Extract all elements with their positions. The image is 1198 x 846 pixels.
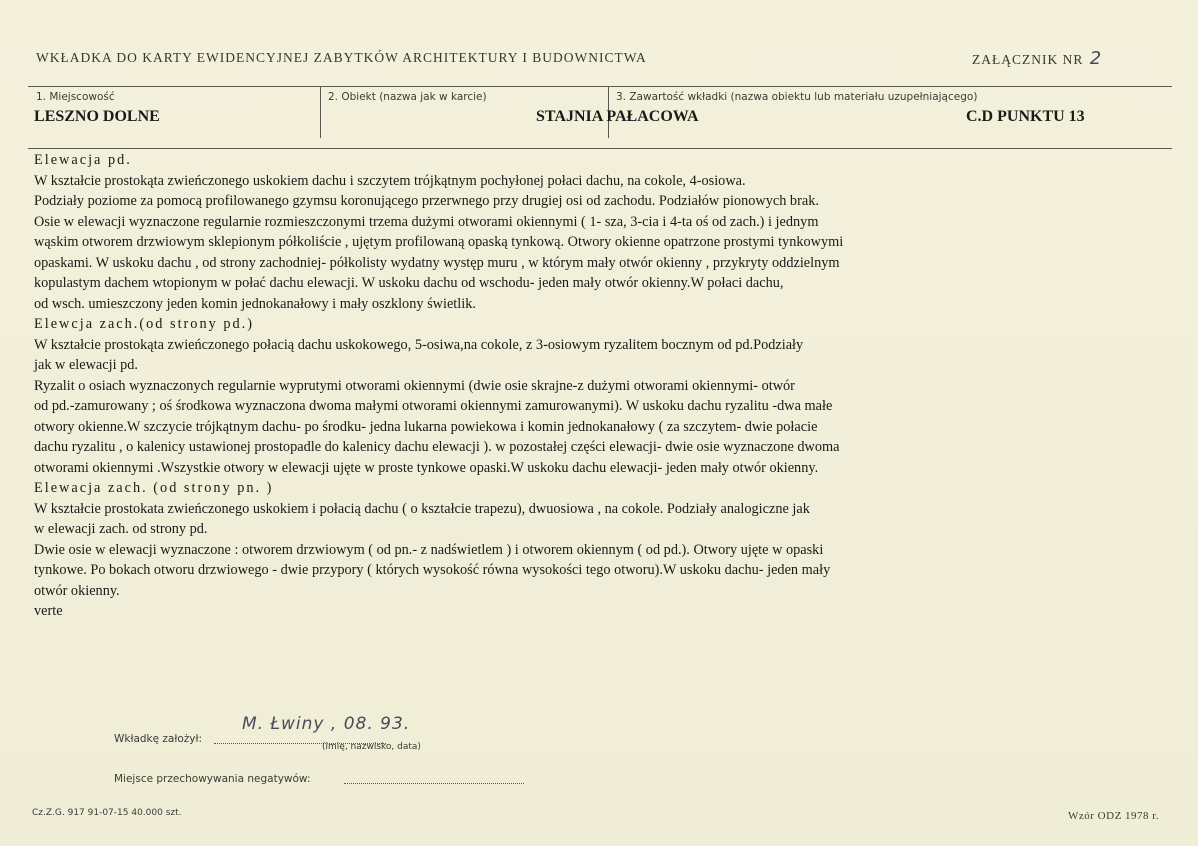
field-value-object: STAJNIA PAŁACOWA: [536, 108, 699, 125]
text-line: od wsch. umieszczony jeden komin jednokanałowy i mały oszklony świetlik.: [34, 295, 476, 312]
name-hint: (imię, nazwisko, data): [322, 742, 421, 752]
text-line: otworami okiennymi .Wszystkie otwory w elewacji ujęte w proste tynkowe opaski.W uskoku dachu elewacji- jeden mały otwór okienny.: [34, 459, 819, 476]
text-line: Elewacja pd.: [34, 152, 132, 168]
text-line: W kształcie prostokata zwieńczonego uskokiem i połacią dachu ( o kształcie trapezu), dwuosiowa , na cokole. Podziały analogiczne jak: [34, 500, 810, 517]
insert-by-label: Wkładkę założył:: [114, 733, 203, 745]
text-line: Elewcja zach.(od strony pd.): [34, 316, 254, 332]
text-line: otwór okienny.: [34, 582, 120, 599]
field-label-object: 2. Obiekt (nazwa jak w karcie): [328, 91, 487, 103]
field-label-contents: 3. Zawartość wkładki (nazwa obiektu lub materiału uzupełniającego): [616, 91, 978, 103]
print-info: Cz.Z.G. 917 91-07-15 40.000 szt.: [32, 808, 182, 818]
text-line: wąskim otworem drzwiowym sklepionym półkoliście , ujętym profilowaną opaską tynkową. Otwory okienne opatrzone prostymi tynkowymi: [34, 234, 844, 250]
text-line: dachu ryzalitu , o kalenicy ustawionej prostopadle do kalenicy dachu elewacji ). w pozostałej części elewacji- dwie osie wyznaczone dwoma: [34, 439, 840, 455]
text-line: kopulastym dachem wtopionym w połać dachu elewacji. W uskoku dachu od wschodu- jeden mały otwór okienny.W połaci dachu,: [34, 275, 784, 291]
text-line: opaskami. W uskoku dachu , od strony zachodniej- półkolisty wydatny występ muru , w którym mały otwór okienny , przykryty oddzielnym: [34, 254, 840, 271]
text-line: tynkowe. Po bokach otworu drzwiowego - dwie przypory ( których wysokość równa wysokości tego otworu).W uskoku dachu- jeden mały: [34, 562, 831, 578]
text-line: verte: [34, 603, 63, 619]
form-model: Wzór ODZ 1978 r.: [1068, 810, 1160, 822]
annex-label-text: ZAŁĄCZNIK NR: [972, 52, 1084, 67]
negatives-label: Miejsce przechowywania negatywów:: [114, 773, 311, 785]
text-line: Ryzalit o osiach wyznaczonych regularnie wyprutymi otworami okiennymi (dwie osie skrajne-z dużymi otworami okiennymi- otwór: [34, 377, 795, 394]
field-separator-1: [320, 86, 321, 138]
annex-number: 2: [1089, 48, 1103, 69]
text-line: Podziały poziome za pomocą profilowanego gzymsu koronującego przerwnego przy drugiej osi od zachodu. Podziałów pionowych brak.: [34, 193, 819, 209]
field-value-locality: LESZNO DOLNE: [34, 108, 160, 125]
top-rule: [28, 86, 1172, 87]
text-line: od pd.-zamurowany ; oś środkowa wyznaczona dwoma małymi otworami okiennymi zamurowanymi). W uskoku dachu ryzalitu -dwa małe: [34, 398, 833, 414]
negatives-line: [344, 782, 524, 784]
text-line: w elewacji zach. od strony pd.: [34, 521, 208, 537]
text-line: Dwie osie w elewacji wyznaczone : otworem drzwiowym ( od pn.- z nadświetlem ) i otworem okiennym ( od pd.). Otwory ujęte w opaski: [34, 541, 824, 558]
field-value-contents: C.D PUNKTU 13: [966, 108, 1085, 125]
text-line: jak w elewacji pd.: [34, 357, 139, 373]
form-title: WKŁADKA DO KARTY EWIDENCYJNEJ ZABYTKÓW ARCHITEKTURY I BUDOWNICTWA: [36, 50, 647, 65]
text-line: otwory okienne.W szczycie trójkątnym dachu- po środku- jedna lukarna powiekowa i komin jednokanałowy ( za szczytem- dwie połacie: [34, 418, 818, 435]
middle-rule: [28, 148, 1172, 149]
text-line: W kształcie prostokąta zwieńczonego uskokiem dachu i szczytem trójkątnym pochyłonej połaci dachu, na cokole, 4-osiowa.: [34, 172, 746, 189]
text-line: Elewacja zach. (od strony pn. ): [34, 480, 274, 496]
field-label-locality: 1. Miejscowość: [36, 91, 115, 103]
insert-by-signature: M. Łwiny , 08. 93.: [242, 714, 411, 734]
text-line: W kształcie prostokąta zwieńczonego połacią dachu uskokowego, 5-osiwa,na cokole, z 3-osiowym ryzalitem bocznym od pd.Podziały: [34, 336, 804, 353]
annex-label: [972, 48, 1102, 69]
text-line: Osie w elewacji wyznaczone regularnie rozmieszczonymi trzema dużymi otworami okiennymi ( 1- sza, 3-cia i 4-ta oś od zach.) i jednym: [34, 213, 819, 230]
description-text: [34, 152, 1164, 624]
